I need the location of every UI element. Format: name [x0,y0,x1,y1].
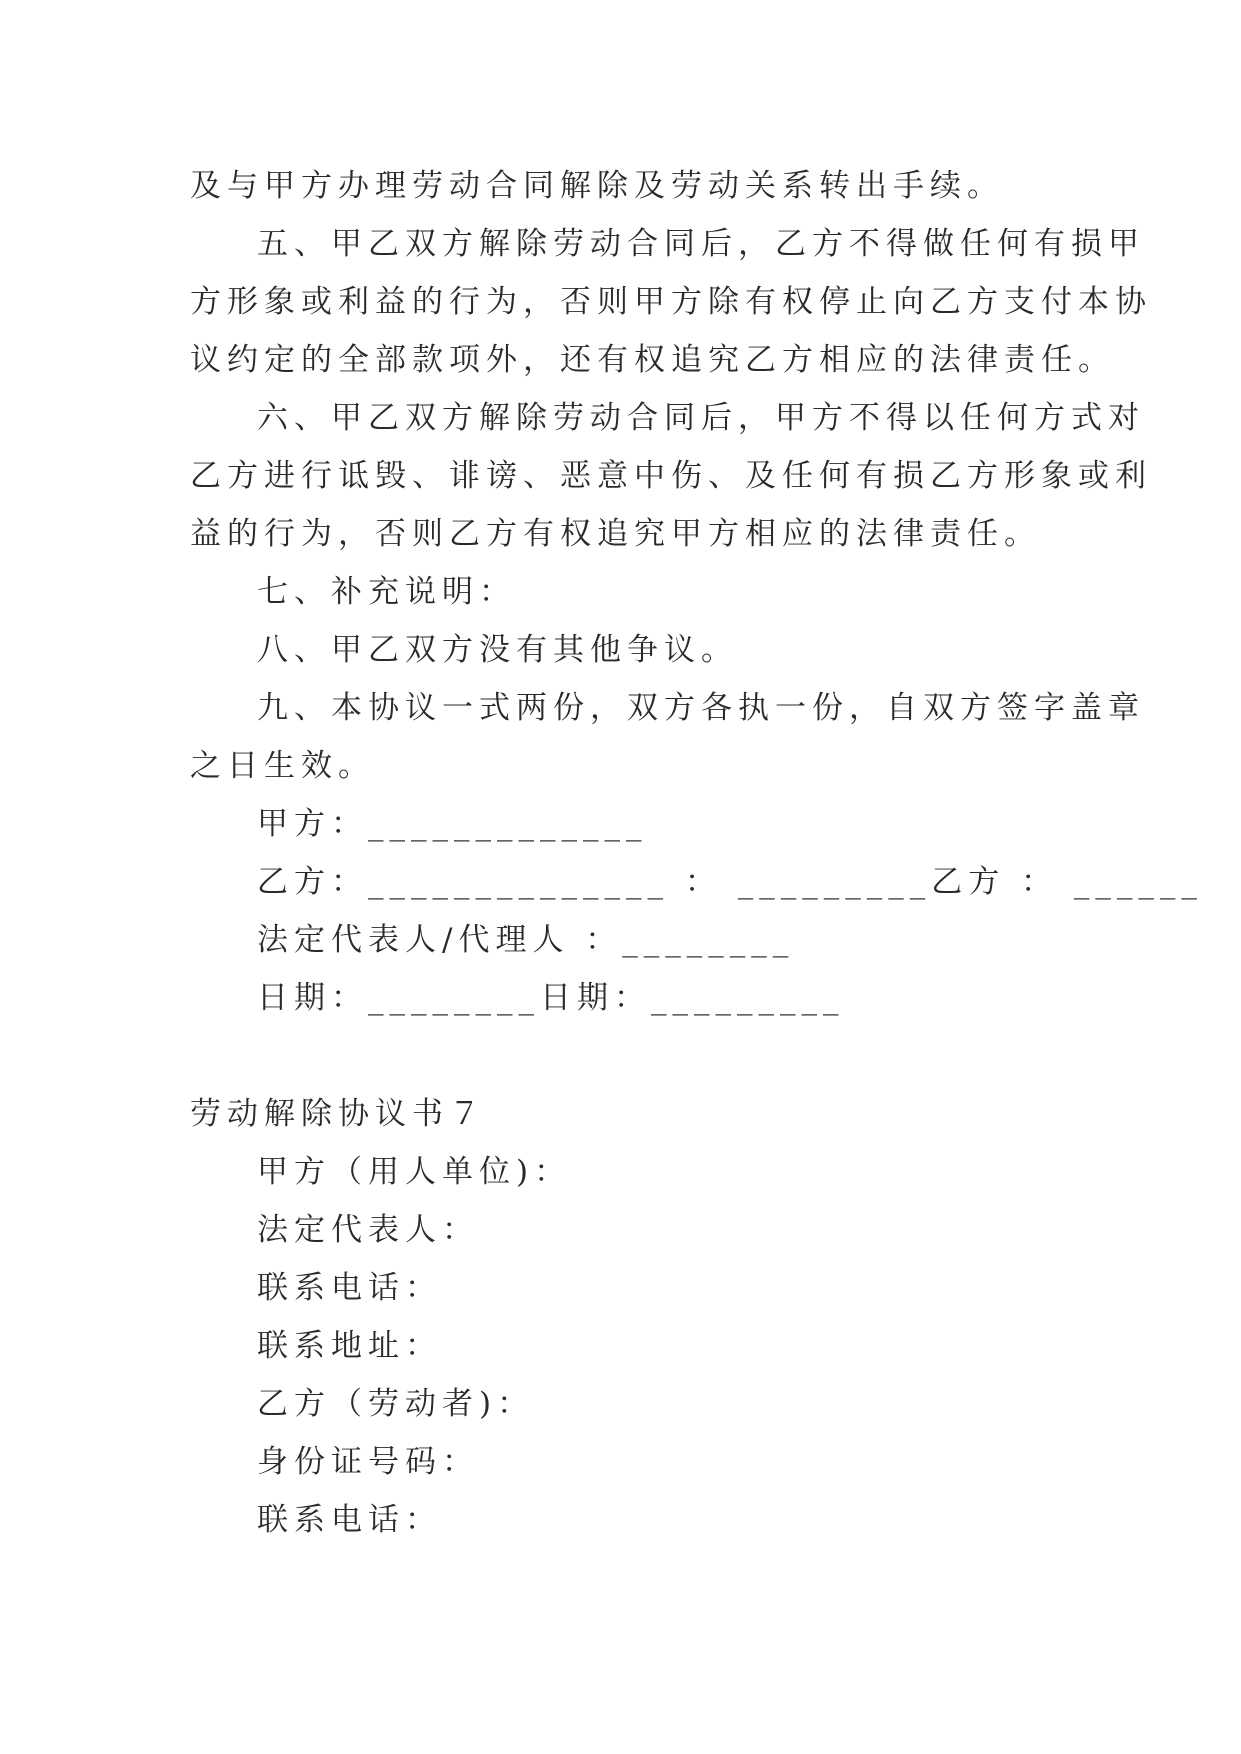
signature-line: 甲方：_____________ [257,806,648,842]
signature-line: 乙方：______________ ： _________乙方 ： ______ [257,864,1203,900]
paragraph-line: 六、甲乙双方解除劳动合同后，甲方不得以任何方式对 [257,400,1145,436]
paragraph-line: 之日生效。 [190,748,375,784]
paragraph-line: 益的行为，否则乙方有权追究甲方相应的法律责任。 [190,516,1041,552]
date-line: 日期：________日期：_________ [257,980,845,1016]
paragraph-line: 乙方进行诋毁、诽谤、恶意中伤、及任何有损乙方形象或利 [190,458,1152,494]
paragraph-line: 八、甲乙双方没有其他争议。 [257,632,738,668]
section-title: 劳动解除协议书７ [190,1096,486,1132]
paragraph-line: 五、甲乙双方解除劳动合同后，乙方不得做任何有损甲 [257,226,1145,262]
field-line: 甲方（用人单位)： [257,1154,572,1190]
field-line: 乙方（劳动者)： [257,1386,535,1422]
paragraph-line: 方形象或利益的行为，否则甲方除有权停止向乙方支付本协 [190,284,1152,320]
paragraph-line: 议约定的全部款项外，还有权追究乙方相应的法律责任。 [190,342,1115,378]
paragraph-line: 九、本协议一式两份，双方各执一份，自双方签字盖章 [257,690,1145,726]
paragraph-line: 及与甲方办理劳动合同解除及劳动关系转出手续。 [190,168,1004,204]
paragraph-line: 七、补充说明： [257,574,516,610]
signature-line: 法定代表人/代理人 ：________ [257,922,795,958]
field-line: 法定代表人： [257,1212,479,1248]
field-line: 联系电话： [257,1502,442,1538]
field-line: 联系地址： [257,1328,442,1364]
field-line: 联系电话： [257,1270,442,1306]
field-line: 身份证号码： [257,1444,479,1480]
